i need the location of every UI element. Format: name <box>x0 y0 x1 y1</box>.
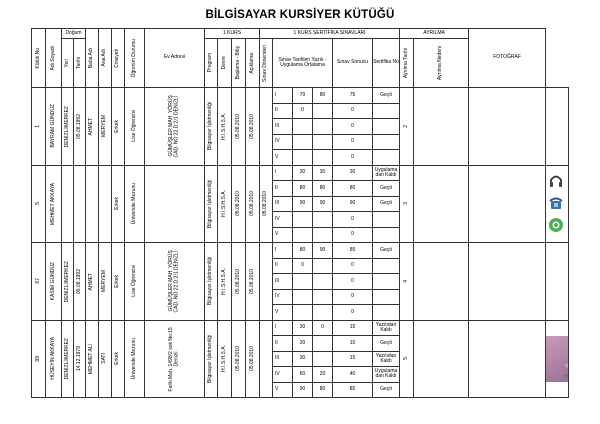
sinav-sonucu <box>373 119 400 135</box>
baslama-tarihi <box>232 88 246 166</box>
program-text: Bilgisayar İşletmenliği <box>207 257 214 306</box>
uygulama-notu <box>313 103 333 119</box>
header-ayrilma-nedeni-text: Ayrılma Nedeni <box>437 45 444 81</box>
ortalama-notu: 0 <box>333 227 373 243</box>
ogrenim-durumu <box>125 165 145 243</box>
adi-soyadi <box>46 243 62 321</box>
sinav-sonucu <box>373 212 400 228</box>
uygulama-notu <box>313 212 333 228</box>
yazili-notu <box>293 274 313 290</box>
header-sinav-basligi: 1 KURS SERTİFİKA SINAVLARI <box>260 29 400 39</box>
program <box>205 243 218 321</box>
ana-adi <box>99 243 112 321</box>
dogum-tarihi-text: 05.08.1992 <box>75 113 82 139</box>
sinav-donemi: II <box>273 181 293 197</box>
ev-adresi-text: GÜMÜŞLER MAH. YÖRÜŞ CAD. NO:22 D:2/1 DENİZLİ <box>168 95 180 158</box>
sinav-donemi: III <box>273 119 293 135</box>
chat-icon <box>546 216 566 234</box>
baslama-tarihi-text: 05.08.2010 <box>234 191 241 217</box>
uygulama-notu: 80 <box>313 181 333 197</box>
header-sinav-donemleri-text: Sınav Dönemleri <box>262 44 269 82</box>
header-ev-adresi: Ev Adresi <box>145 29 205 88</box>
program-text: Bilgisayar İşletmenliği <box>207 102 214 151</box>
header-yeri <box>62 39 74 88</box>
sinav-sonucu <box>373 134 400 150</box>
bitis-tarihi <box>246 243 260 321</box>
bitis-tarihi-text: 05.08.2010 <box>248 268 255 294</box>
sinav-sonucu: Geçti <box>373 243 400 259</box>
ortalama-notu: 90 <box>333 196 373 212</box>
header-baba-adi-text: Baba Adı <box>88 47 95 69</box>
program <box>205 320 218 398</box>
uygulama-notu: 80 <box>313 88 333 104</box>
baba-adi-text: AHMET <box>88 117 95 135</box>
yazili-notu <box>293 150 313 166</box>
yazili-notu <box>293 289 313 305</box>
aciklama <box>260 165 273 243</box>
program <box>205 88 218 166</box>
adi-soyadi <box>46 320 62 398</box>
uygulama-notu: 80 <box>313 382 333 398</box>
ayrilma-tarihi <box>414 165 469 243</box>
ogrenim-durumu <box>125 320 145 398</box>
yazili-notu: 30 <box>293 320 313 336</box>
ev-adresi <box>145 320 205 398</box>
header-ana-adi <box>99 29 112 88</box>
headset-icon <box>546 172 566 190</box>
ortalama-notu: 30 <box>333 165 373 181</box>
adi-soyadi-text: BAYRAM GÜNDÜZ <box>49 104 56 149</box>
devre-text: H.İ.S.H.S.A. <box>220 267 227 295</box>
ortalama-notu: 15 <box>333 320 373 336</box>
yazili-notu <box>293 227 313 243</box>
header-ayrilma-tarihi <box>400 39 414 88</box>
sertifika-no-text: 2 <box>402 124 409 128</box>
ana-adi <box>99 320 112 398</box>
devre-text: H.İ.S.H.S.A. <box>220 190 227 218</box>
adi-soyadi-text: KASIM GÜNDÜZ <box>49 262 56 301</box>
kutuk-no <box>32 243 46 321</box>
header-kutuk-no-text: Kütük No <box>34 47 41 69</box>
kutuk-no <box>32 320 46 398</box>
cinsiyeti <box>112 243 125 321</box>
dogum-yeri-text: DENİZLİ/MERKEZ <box>63 338 70 380</box>
cinsiyeti <box>112 320 125 398</box>
sertifika-no <box>400 320 414 398</box>
sinav-donemi: III <box>273 351 293 367</box>
ayrilma-tarihi <box>414 320 469 398</box>
program <box>205 165 218 243</box>
cinsiyeti-text: Erkek <box>114 119 121 133</box>
ayrilma-tarihi <box>414 243 469 321</box>
uygulama-notu: 90 <box>313 196 333 212</box>
ogrenim-durumu-text: Lise Öğrencisi <box>130 110 137 143</box>
page-title: BİLGİSAYAR KURSİYER KÜTÜĞÜ <box>205 9 395 21</box>
baslama-tarihi <box>232 320 246 398</box>
bitis-tarihi <box>246 165 260 243</box>
ortalama-notu: 0 <box>333 274 373 290</box>
adi-soyadi-text: HÜSEYİN AKKAYA <box>49 337 56 381</box>
ayrilma-tarihi <box>414 88 469 166</box>
header-fotograf: FOTOĞRAF <box>469 29 546 88</box>
dogum-yeri <box>62 243 74 321</box>
ana-adi <box>99 88 112 166</box>
ortalama-notu: 85 <box>333 243 373 259</box>
ayrilma-nedeni <box>469 243 546 321</box>
devre <box>218 320 232 398</box>
header-program-text: Program <box>207 53 214 73</box>
sinav-donemi: III <box>273 274 293 290</box>
header-sinav-sonucu: Sınav Sonucu <box>333 39 373 88</box>
uygulama-notu <box>313 258 333 274</box>
ortalama-notu: 0 <box>333 258 373 274</box>
yazili-notu: 70 <box>293 88 313 104</box>
baba-adi <box>86 165 99 243</box>
ev-adresi <box>145 88 205 166</box>
kutuk-no-text: 67 <box>34 278 41 285</box>
ayrilma-nedeni <box>469 165 546 243</box>
sinav-donemi: IV <box>273 212 293 228</box>
sertifika-no <box>400 243 414 321</box>
program-text: Bilgisayar İşletmenliği <box>207 179 214 228</box>
devre <box>218 165 232 243</box>
bitis-tarihi <box>246 320 260 398</box>
yazili-notu: 0 <box>293 103 313 119</box>
ogrenim-durumu <box>125 243 145 321</box>
adi-soyadi <box>46 88 62 166</box>
header-ogrenim-text: Öğrenim Durumu <box>130 38 137 78</box>
sinav-sonucu: Geçti <box>373 382 400 398</box>
bitis-tarihi-text: 05.08.2010 <box>248 191 255 217</box>
yazili-notu: 30 <box>293 351 313 367</box>
uygulama-notu: 0 <box>313 320 333 336</box>
aciklama <box>260 88 273 166</box>
aciklama-text: 05.08.2010 <box>262 191 269 217</box>
uygulama-notu <box>313 150 333 166</box>
photo-cell <box>546 88 569 166</box>
photo-cell <box>546 243 569 321</box>
ayrilma-nedeni <box>469 88 546 166</box>
photo-cell <box>546 320 569 398</box>
yazili-notu: 90 <box>293 382 313 398</box>
cinsiyeti-text: Erkek <box>114 352 121 366</box>
header-cinsiyeti-text: Cinsiyeti <box>114 48 121 68</box>
sinav-sonucu: Yazılıdan Kaldı <box>373 351 400 367</box>
kursiyer-table <box>31 28 569 398</box>
sinav-sonucu: Uygulama dan Kaldı <box>373 367 400 383</box>
dogum-yeri <box>62 165 74 243</box>
uygulama-notu <box>313 305 333 321</box>
header-sinav-donemleri <box>260 39 273 88</box>
header-baba-adi <box>86 29 99 88</box>
sertifika-no <box>400 165 414 243</box>
sertifika-no-text: 3 <box>402 202 409 206</box>
header-baslama <box>232 39 246 88</box>
ayrilma-nedeni <box>469 320 546 398</box>
sinav-donemi: V <box>273 305 293 321</box>
ortalama-notu: 0 <box>333 119 373 135</box>
sinav-donemi: I <box>273 88 293 104</box>
header-kurs1: 1 KURS <box>205 29 260 39</box>
baba-adi-text: MEHMET ALİ <box>88 343 95 374</box>
dogum-yeri <box>62 88 74 166</box>
aciklama <box>260 320 273 398</box>
ortalama-notu: 0 <box>333 103 373 119</box>
sertifika-no-text: 5 <box>402 357 409 361</box>
ortalama-notu: 40 <box>333 367 373 383</box>
table-row <box>32 320 569 336</box>
ortalama-notu: 0 <box>333 305 373 321</box>
ana-adi-text: MERYEM <box>101 115 108 138</box>
header-ayrilma: AYRILMA <box>400 29 469 39</box>
header-ogrenim <box>125 29 145 88</box>
ortalama-notu: 0 <box>333 212 373 228</box>
sinav-sonucu: Geçti <box>373 88 400 104</box>
sinav-sonucu: Geçti <box>373 181 400 197</box>
uygulama-notu <box>313 134 333 150</box>
ana-adi-text: SATI <box>101 353 108 365</box>
header-ana-adi-text: Ana Adı <box>101 49 108 67</box>
ortalama-notu: 15 <box>333 351 373 367</box>
table-row <box>32 243 569 259</box>
cinsiyeti <box>112 88 125 166</box>
ortalama-notu: 75 <box>333 88 373 104</box>
baslama-tarihi-text: 05.08.2010 <box>234 113 241 139</box>
dogum-tarihi <box>74 243 86 321</box>
sinav-sonucu <box>373 258 400 274</box>
ogrenim-durumu-text: Üniversite Mezunu <box>130 183 137 225</box>
sinav-donemi: IV <box>273 367 293 383</box>
uygulama-notu <box>313 274 333 290</box>
header-cinsiyeti <box>112 29 125 88</box>
uygulama-notu <box>313 227 333 243</box>
dogum-tarihi <box>74 88 86 166</box>
devre-text: H.İ.S.H.S.A. <box>220 345 227 373</box>
sertifika-no-text: 4 <box>402 279 409 283</box>
photo-cell <box>546 165 569 243</box>
bitis-tarihi-text: 05.08.2010 <box>248 113 255 139</box>
cinsiyeti <box>112 165 125 243</box>
cinsiyeti-text: Erkek <box>114 197 121 211</box>
sinav-sonucu: Uygulama dan Kaldı <box>373 165 400 181</box>
sinav-donemi: V <box>273 227 293 243</box>
header-row-1 <box>32 29 569 39</box>
sertifika-no <box>400 88 414 166</box>
adi-soyadi-text: MEHMET AKKAYA <box>49 182 56 225</box>
header-adi-soyadi-text: Adı Soyadı <box>49 45 56 71</box>
dogum-yeri-text: DENİZLİ/MERKEZ <box>63 260 70 302</box>
dogum-tarihi <box>74 165 86 243</box>
sinav-donemi: II <box>273 103 293 119</box>
sinav-donemi: I <box>273 320 293 336</box>
bitis-tarihi-text: 05.08.2010 <box>248 346 255 372</box>
sinav-donemi: IV <box>273 134 293 150</box>
sinav-sonucu <box>373 274 400 290</box>
yazili-notu: 80 <box>293 243 313 259</box>
header-tarihi <box>74 39 86 88</box>
header-tarihi-text: Tarihi <box>75 57 82 69</box>
baba-adi-text: AHMET <box>88 272 95 290</box>
ev-adresi-text: Fatih Mah. 1498/2 sok No:15 Denizli <box>168 326 180 391</box>
header-aciklama <box>246 39 260 88</box>
ortalama-notu: 85 <box>333 382 373 398</box>
sinav-donemi: V <box>273 150 293 166</box>
ortalama-notu: 0 <box>333 134 373 150</box>
sinav-sonucu <box>373 305 400 321</box>
header-program <box>205 39 218 88</box>
aciklama <box>260 243 273 321</box>
program-text: Bilgisayar İşletmenliği <box>207 334 214 383</box>
kutuk-no <box>32 88 46 166</box>
baba-adi <box>86 320 99 398</box>
ev-adresi-text: GÜMÜŞLER MAH. YÖRÜŞ CAD. NO:22 D:2/1 DENİZLİ <box>168 250 180 313</box>
yazili-notu: 0 <box>293 258 313 274</box>
dogum-tarihi-text: 14.12.1979 <box>75 346 82 372</box>
photo-icon-grid <box>546 171 568 236</box>
adi-soyadi <box>46 165 62 243</box>
uygulama-notu <box>313 119 333 135</box>
devre <box>218 243 232 321</box>
header-yeri-text: Yeri <box>63 58 70 68</box>
ogrenim-durumu-text: Üniversite Mezunu <box>130 338 137 380</box>
dogum-yeri <box>62 320 74 398</box>
sinav-sonucu: Yazılıdan Kaldı <box>373 320 400 336</box>
kutuk-no-text: 99 <box>34 355 41 362</box>
cinsiyeti-text: Erkek <box>114 274 121 288</box>
uygulama-notu <box>313 336 333 352</box>
yazili-notu <box>293 305 313 321</box>
header-dogum: Doğum <box>62 29 86 39</box>
yazili-notu: 90 <box>293 196 313 212</box>
sinav-sonucu: Geçti <box>373 336 400 352</box>
uygulama-notu: 20 <box>313 367 333 383</box>
ortalama-notu: 0 <box>333 150 373 166</box>
dogum-tarihi-text: 05.08.1992 <box>75 268 82 294</box>
baba-adi <box>86 88 99 166</box>
table-row <box>32 88 569 104</box>
baba-adi <box>86 243 99 321</box>
baslama-tarihi-text: 05.08.2010 <box>234 346 241 372</box>
table-row <box>32 165 569 181</box>
uygulama-notu: 90 <box>313 243 333 259</box>
ev-adresi <box>145 243 205 321</box>
ogrenim-durumu-text: Lise Öğrencisi <box>130 265 137 298</box>
yazili-notu: 60 <box>293 367 313 383</box>
sinav-sonucu <box>373 150 400 166</box>
bitis-tarihi <box>246 88 260 166</box>
ogrenim-durumu <box>125 88 145 166</box>
header-ayrilma-tarihi-text: Ayrılma Tarihi <box>402 47 409 79</box>
telephone-icon <box>546 194 566 212</box>
uygulama-notu <box>313 289 333 305</box>
baslama-tarihi <box>232 243 246 321</box>
header-devre <box>218 39 232 88</box>
yazili-notu <box>293 119 313 135</box>
ana-adi <box>99 165 112 243</box>
sinav-sonucu <box>373 227 400 243</box>
sinav-donemi: IV <box>273 289 293 305</box>
header-adi-soyadi <box>46 29 62 88</box>
ortalama-notu: 80 <box>333 181 373 197</box>
dogum-tarihi <box>74 320 86 398</box>
yazili-notu <box>293 134 313 150</box>
sinav-sonucu <box>373 289 400 305</box>
ortalama-notu: 0 <box>333 289 373 305</box>
header-sinav-tarihleri: Sınav Tarihleri Yazılı - Uygulama Ortalama <box>273 39 333 88</box>
sinav-donemi: V <box>273 382 293 398</box>
sinav-donemi: III <box>273 196 293 212</box>
header-sertifika-no: Sertifika No <box>373 39 400 88</box>
sinav-donemi: II <box>273 336 293 352</box>
yazili-notu: 20 <box>293 336 313 352</box>
header-ayrilma-nedeni <box>414 39 469 88</box>
sinav-donemi: II <box>273 258 293 274</box>
devre-text: H.İ.S.H.S.A. <box>220 112 227 140</box>
header-kutuk-no <box>32 29 46 88</box>
header-aciklama-text: Açıklama <box>248 52 255 74</box>
header-devre-text: Devre <box>220 56 227 70</box>
kutuk-no <box>32 165 46 243</box>
uygulama-notu: 30 <box>313 165 333 181</box>
yazili-notu <box>293 212 313 228</box>
dogum-yeri-text: DENİZLİ/MERKEZ <box>63 105 70 147</box>
devre <box>218 88 232 166</box>
sinav-donemi: I <box>273 243 293 259</box>
sinav-donemi: I <box>273 165 293 181</box>
ana-adi-text: MERYEM <box>101 270 108 293</box>
ev-adresi <box>145 165 205 243</box>
kutuk-no-text: 1 <box>34 124 41 128</box>
sinav-sonucu: Geçti <box>373 196 400 212</box>
kutuk-no-text: 5 <box>34 202 41 206</box>
lotus-flower-photo <box>546 336 568 382</box>
sinav-sonucu <box>373 103 400 119</box>
ortalama-notu: 10 <box>333 336 373 352</box>
yazili-notu: 80 <box>293 181 313 197</box>
yazili-notu: 30 <box>293 165 313 181</box>
header-baslama-text: Başlama - Bitiş <box>234 46 241 80</box>
uygulama-notu <box>313 351 333 367</box>
baslama-tarihi-text: 05.08.2010 <box>234 268 241 294</box>
baslama-tarihi <box>232 165 246 243</box>
